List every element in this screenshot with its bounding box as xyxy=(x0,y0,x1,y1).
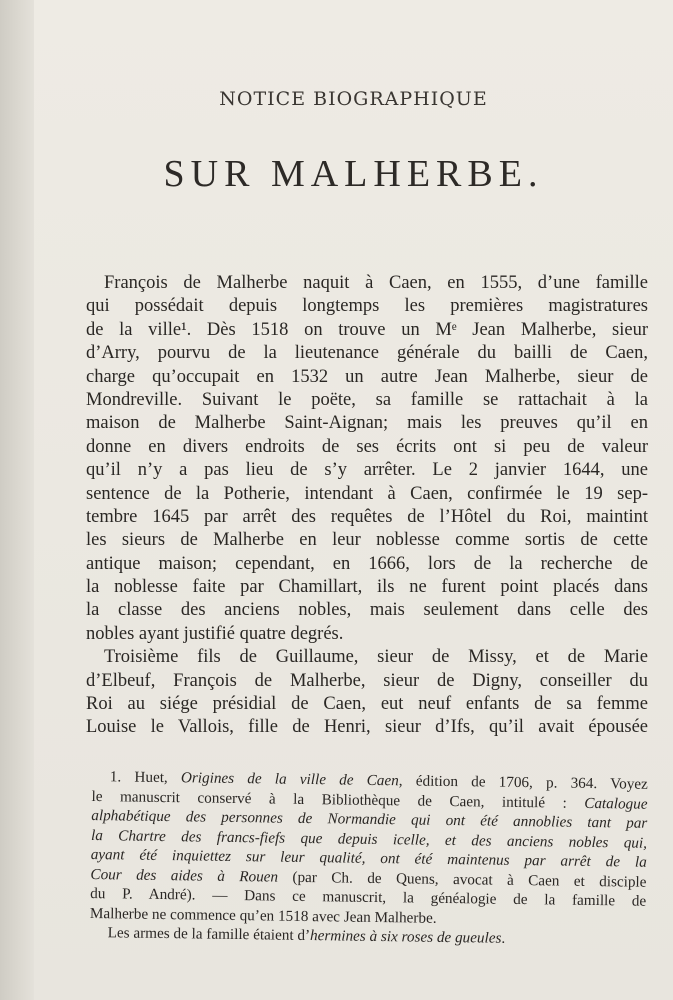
text-line: de la ville¹. Dès 1518 on trouve un Mᵉ Jean Malherbe, sieur xyxy=(86,319,648,340)
footnote-italic: alphabétique des personnes de Normandie qui ont été annoblies tant par xyxy=(91,806,648,832)
text-line: François de Malherbe naquit à Caen, en 1555, d’une famille xyxy=(104,273,648,293)
text-line: sentence de la Potherie, intendant à Caen, confirmée le 19 sep- xyxy=(86,483,648,504)
text-line: Troisième fils de Guillaume, sieur de Missy, et de Marie xyxy=(104,647,648,668)
footnote-text: (par Ch. de Quens, avocat à Caen et disciple xyxy=(277,868,647,891)
footnote-italic: hermines à six roses de gueules xyxy=(309,927,502,947)
text-line: antique maison; cependant, en 1666, lors de la recherche de xyxy=(86,553,648,574)
footnote-text: . xyxy=(501,929,506,947)
text-line: d’Elbeuf, François de Malherbe, sieur de Digny, conseiller du xyxy=(86,670,648,691)
text-line: nobles ayant justifié quatre degrés. xyxy=(86,623,344,644)
footnote xyxy=(90,767,648,950)
footnote-text: le manuscrit conservé à la Bibliothèque de Caen, intitulé : xyxy=(91,787,567,812)
footnote-text: , édition de 1706, p. 364. Voyez xyxy=(398,772,648,793)
footnote-italic: ayant été inquiettez sur leur qualité, ont été maintenus par arrêt de la xyxy=(90,845,647,871)
book-gutter xyxy=(0,0,34,1000)
text-line: tembre 1645 par arrêt des requêtes de l’Hôtel du Roi, maintint xyxy=(86,506,648,527)
book-page xyxy=(34,0,673,1000)
footnote-text: du P. André). — Dans ce manuscrit, la généalogie de la famille de xyxy=(90,884,647,910)
notice-title: SUR MALHERBE. xyxy=(163,153,544,195)
text-line: d’Arry, pourvu de la lieutenance générale du bailli de Caen, xyxy=(86,343,648,364)
text-line: charge qu’occupait en 1532 un autre Jean Malherbe, sieur de xyxy=(86,366,648,387)
text-line: qu’il n’y a pas lieu de s’y arrêter. Le 2 janvier 1644, une xyxy=(86,460,648,481)
text-line: qui possédait depuis longtemps les premières magistratures xyxy=(86,296,648,317)
footnote-number: 1. Huet, xyxy=(109,768,168,787)
biography-text xyxy=(86,272,648,740)
text-line: Mondreville. Suivant le poëte, sa famille se rattachait à la xyxy=(86,389,648,410)
footnote-italic: Cour des aides à Rouen xyxy=(90,865,279,886)
footnote-text: Malherbe ne commence qu’en 1518 avec Jean Malherbe. xyxy=(89,904,437,927)
footnote-text: Les armes de la famille étaient d’ xyxy=(107,924,311,945)
text-line: donne en divers endroits de ses écrits ont si peu de valeur xyxy=(86,436,648,457)
footnote-italic: Catalogue xyxy=(584,794,648,813)
text-line: maison de Malherbe Saint-Aignan; mais les preuves qu’il en xyxy=(86,413,648,434)
text-line: Roi au siége présidial de Caen, eut neuf enfants de sa femme xyxy=(86,694,648,715)
footnote-book-title: Origines de la ville de Caen xyxy=(180,769,399,790)
text-line: Louise le Vallois, fille de Henri, sieur d’Ifs, qu’il avait épousée xyxy=(86,717,648,738)
notice-pre-title: NOTICE BIOGRAPHIQUE xyxy=(219,88,488,110)
text-line: la classe des anciens nobles, mais seulement dans celle des xyxy=(86,600,648,621)
footnote-italic: la Chartre des francs-fiefs que depuis icelle, et des anciens nobles qui, xyxy=(90,826,648,852)
text-line: les sieurs de Malherbe en leur noblesse comme sortis de cette xyxy=(86,530,648,551)
text-line: la noblesse faite par Chamillart, ils ne furent point placés dans xyxy=(86,577,648,598)
